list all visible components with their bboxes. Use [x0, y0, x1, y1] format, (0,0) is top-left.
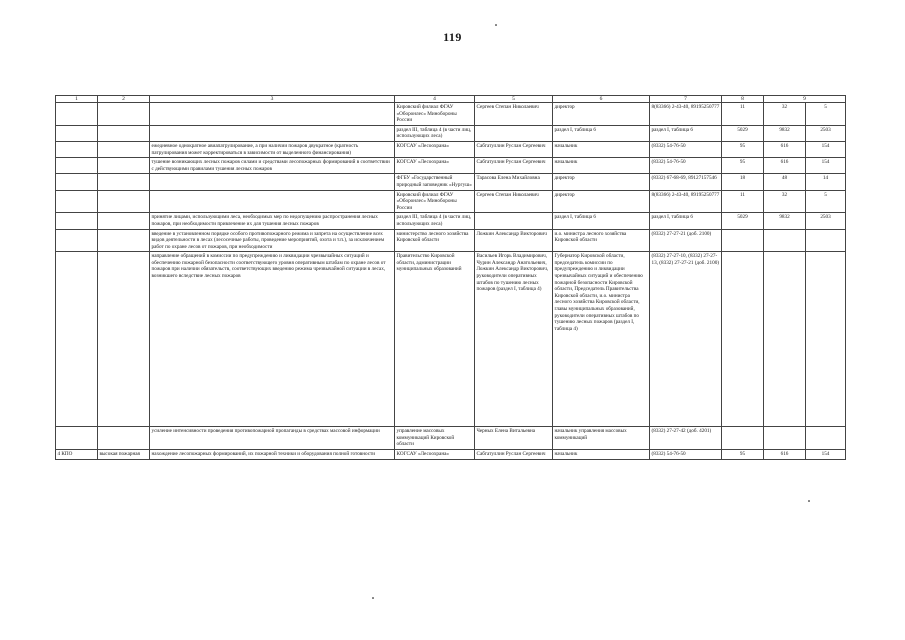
scan-speck [808, 500, 810, 502]
table-cell [56, 427, 98, 450]
table-cell: 8(83366) 2-43-40, 89195250777 [650, 190, 722, 213]
table-cell: 18 [722, 174, 764, 190]
table-cell: 32 [764, 190, 806, 213]
table-cell: (8332) 27-27-21 (доб. 2100) [650, 229, 722, 252]
table-cell: 11 [722, 190, 764, 213]
table-cell: Кировский филиал ФГАУ «Оборонлес» Минобороны России [395, 103, 475, 126]
table-cell [722, 252, 764, 427]
table-cell: Сабгатуллин Руслан Сергеевич [475, 450, 553, 460]
table-cell: направление обращений в комиссии по предупреждению и ликвидации чрезвычайных ситуаций и обеспечению пожарной безопасности соответствующего уровня оперативным штабам по охране лесов от пожаров при наличии обязательств, соответствующих введению режима чрезвычайной ситуации в лесах, возникшего вследствие лесных пожаров [150, 252, 395, 427]
table-cell [98, 103, 150, 126]
table-row [56, 158, 846, 174]
table-cell [98, 213, 150, 229]
table-cell: усиление интенсивности проведения противопожарной пропаганды в средствах массовой информации [150, 427, 395, 450]
table-cell [98, 141, 150, 157]
table-cell [764, 229, 806, 252]
column-number: 3 [150, 96, 395, 103]
table-cell [806, 252, 846, 427]
table-cell: КОГСАУ «Лесоохрана» [395, 141, 475, 157]
table-cell: 154 [806, 450, 846, 460]
table-cell: раздел I, таблица 6 [650, 125, 722, 141]
table-cell [56, 174, 98, 190]
table-cell [806, 229, 846, 252]
table-cell: 5029 [722, 125, 764, 141]
table-cell [98, 125, 150, 141]
table-cell [56, 103, 98, 126]
table-cell [98, 252, 150, 427]
scan-speck [372, 597, 374, 599]
table-cell [98, 190, 150, 213]
table-cell: нахождение лесопожарных формирований, их пожарной техники и оборудования полной готовности [150, 450, 395, 460]
table-cell: раздел I, таблица 6 [553, 213, 650, 229]
table-cell: Васильев Игорь Владимирович, Чурин Александр Анатольевич, Ложкин Александр Викторович, руководители оперативных штабов по тушению лесных пожаров (раздел I, таблица 4) [475, 252, 553, 427]
table-cell: директор [553, 190, 650, 213]
table-cell: 8(83366) 2-43-40, 89195250777 [650, 103, 722, 126]
table-row [56, 450, 846, 460]
column-number: 7 [650, 96, 722, 103]
table-cell: (8332) 54-76-50 [650, 158, 722, 174]
table-cell [56, 229, 98, 252]
table-cell [98, 174, 150, 190]
table-cell [764, 252, 806, 427]
table-cell: Правительство Кировской области, администрации муниципальных образований [395, 252, 475, 427]
table-cell: 48 [764, 174, 806, 190]
table-cell: 95 [722, 450, 764, 460]
table-cell: КОГСАУ «Лесоохрана» [395, 158, 475, 174]
table-cell: (8332) 54-76-50 [650, 141, 722, 157]
fire-danger-measures-table [55, 95, 846, 460]
table-cell: 154 [806, 158, 846, 174]
table-cell: Сергеев Степан Николаевич [475, 190, 553, 213]
table-cell: начальник управления массовых коммуникаций [553, 427, 650, 450]
table-row [56, 229, 846, 252]
table-cell: (8332) 54-76-50 [650, 450, 722, 460]
table-cell: 9832 [764, 213, 806, 229]
table-cell: раздел III, таблица 4 (в части лиц, использующих леса) [395, 213, 475, 229]
table-cell: начальник [553, 450, 650, 460]
table-cell: 9832 [764, 125, 806, 141]
table-cell: ФГБУ «Государственный природный заповедник «Нургуш» [395, 174, 475, 190]
table-cell: (8332) 27-27-10, (8332) 27-27-13, (8332) 27-27-21 (доб. 2100) [650, 252, 722, 427]
table-cell: управление массовых коммуникаций Кировской области [395, 427, 475, 450]
column-number: 5 [475, 96, 553, 103]
table-cell: принятие лицами, использующими леса, необходимых мер по недопущению распространения лесных пожаров, при необходимости привлечение их для тушения лесных пожаров [150, 213, 395, 229]
table-cell [150, 190, 395, 213]
table-cell [98, 158, 150, 174]
table-cell: 2503 [806, 213, 846, 229]
table-cell: 5 [806, 103, 846, 126]
table-cell [56, 125, 98, 141]
table-cell [56, 190, 98, 213]
table-cell: Кировский филиал ФГАУ «Оборонлес» Минобороны России [395, 190, 475, 213]
table-cell [722, 229, 764, 252]
table-cell: Губернатор Кировской области, председатель комиссии по предупреждению и ликвидации чрезвычайных ситуаций и обеспечению пожарной безопасности Кировской области, Председатель Правительства Кировской области, и.о. министра лесного хозяйства Кировской области, главы муниципальных образований, руководители оперативных штабов по тушению лесных пожаров (раздел I, таблица 4) [553, 252, 650, 427]
table-cell: начальник [553, 141, 650, 157]
table-cell: директор [553, 103, 650, 126]
table-cell: 2503 [806, 125, 846, 141]
table-cell [150, 125, 395, 141]
table-cell [56, 213, 98, 229]
table-body [56, 96, 846, 460]
table-row [56, 125, 846, 141]
table-cell: тушение возникающих лесных пожаров силами и средствами лесопожарных формирований в соответствии с действующими правилами тушения лесных пожаров [150, 158, 395, 174]
table-cell: 616 [764, 158, 806, 174]
table-cell: Сабгатуллин Руслан Сергеевич [475, 158, 553, 174]
table-row [56, 213, 846, 229]
table-row [56, 174, 846, 190]
table-cell: 11 [722, 103, 764, 126]
table-cell: 32 [764, 103, 806, 126]
table-row [56, 252, 846, 427]
table-cell [806, 427, 846, 450]
column-number: 1 [56, 96, 98, 103]
table-row [56, 141, 846, 157]
table-cell [98, 427, 150, 450]
column-number: 4 [395, 96, 475, 103]
table-row [56, 103, 846, 126]
table-cell: Черных Елена Витальевна [475, 427, 553, 450]
table-cell: раздел I, таблица 6 [553, 125, 650, 141]
table-cell: 616 [764, 141, 806, 157]
scan-speck [495, 24, 497, 26]
table-cell: директор [553, 174, 650, 190]
table-cell [150, 174, 395, 190]
page-number: 119 [443, 30, 462, 44]
table-cell: Сабгатуллин Руслан Сергеевич [475, 141, 553, 157]
table-cell: высокая пожарная [98, 450, 150, 460]
table-cell: ежедневное однократное авиапатрулирование, а при наличии пожаров двукратное (кратность патрулирования может корректироваться в зависимости от выделенного финансирования) [150, 141, 395, 157]
column-number: 9 [764, 96, 846, 103]
table-cell: Ложкин Александр Викторович [475, 229, 553, 252]
table-cell [56, 252, 98, 427]
table-cell: 616 [764, 450, 806, 460]
column-number: 2 [98, 96, 150, 103]
column-number: 8 [722, 96, 764, 103]
table-cell: 154 [806, 141, 846, 157]
table-cell: КОГСАУ «Лесоохрана» [395, 450, 475, 460]
table-cell: 95 [722, 158, 764, 174]
table-cell: (8332) 67-68-69, 89127157546 [650, 174, 722, 190]
column-number-row [56, 96, 846, 103]
table-cell [150, 103, 395, 126]
table-cell: раздел III, таблица 4 (в части лиц, использующих леса) [395, 125, 475, 141]
table-cell: начальник [553, 158, 650, 174]
table-cell: 95 [722, 141, 764, 157]
table-cell [475, 125, 553, 141]
table-cell [98, 229, 150, 252]
table-cell: введение в установленном порядке особого противопожарного режима и запрета на осуществление всех видов деятельности в лесах (лесосечные работы, проведение мероприятий, охота и т.п.), за исключением работ по охране лесов от пожаров, при необходимости [150, 229, 395, 252]
table-cell: министерство лесного хозяйства Кировской области [395, 229, 475, 252]
table-cell: 5029 [722, 213, 764, 229]
table-cell: Тарасова Елена Михайловна [475, 174, 553, 190]
column-number: 6 [553, 96, 650, 103]
table-cell: 4 КПО [56, 450, 98, 460]
table-cell: и.о. министра лесного хозяйства Кировской области [553, 229, 650, 252]
table-cell: (8332) 27-27-42 (доб. 4201) [650, 427, 722, 450]
table-cell [56, 141, 98, 157]
table-cell: раздел I, таблица 6 [650, 213, 722, 229]
table-cell: 14 [806, 174, 846, 190]
table-cell [475, 213, 553, 229]
table-cell [722, 427, 764, 450]
table-row [56, 190, 846, 213]
table-cell [764, 427, 806, 450]
table-row [56, 427, 846, 450]
table-cell: Сергеев Степан Николаевич [475, 103, 553, 126]
table-cell: 5 [806, 190, 846, 213]
table-cell [56, 158, 98, 174]
